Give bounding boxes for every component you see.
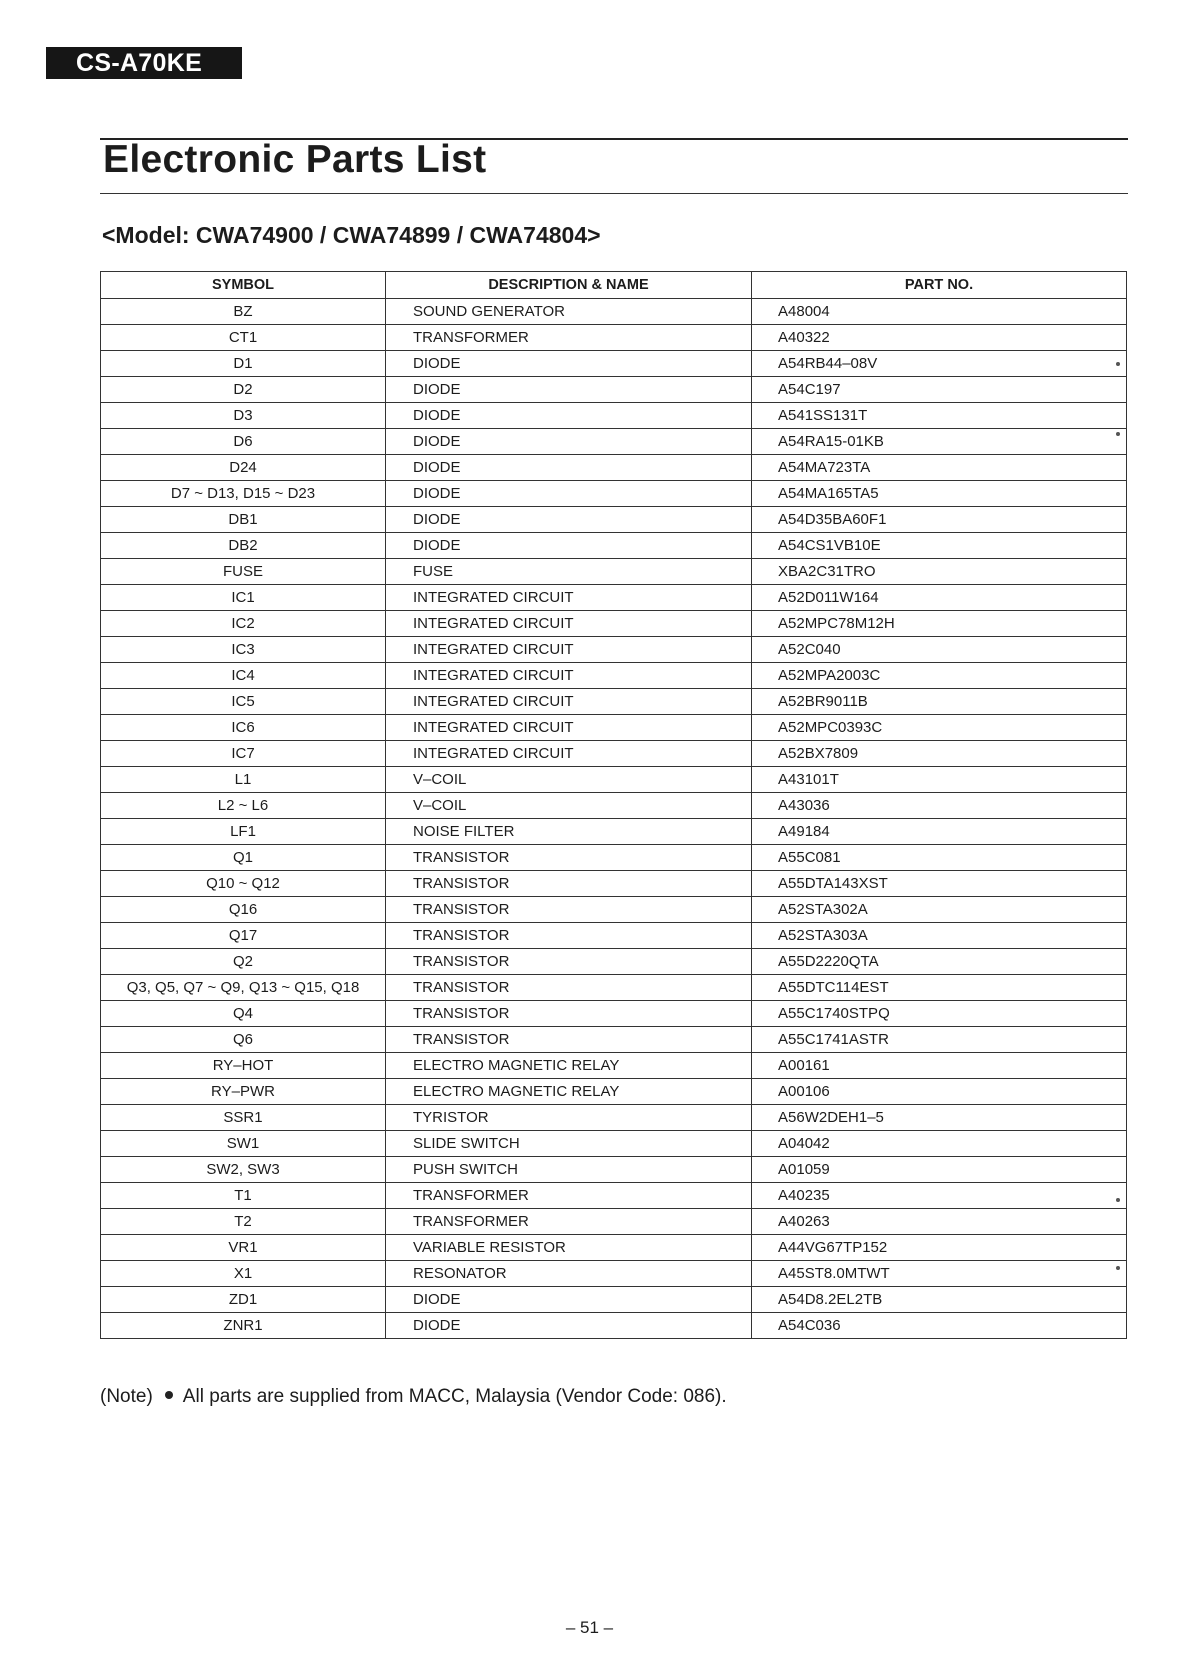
- symbol-cell: DB2: [101, 533, 386, 559]
- part-number-cell: A04042: [752, 1131, 1127, 1157]
- table-row: [101, 403, 1127, 429]
- part-number-cell: A52D011W164: [752, 585, 1127, 611]
- table-row: [101, 637, 1127, 663]
- symbol-cell: D2: [101, 377, 386, 403]
- table-row: [101, 585, 1127, 611]
- description-cell: TRANSISTOR: [386, 897, 752, 923]
- part-number-cell: A55C1740STPQ: [752, 1001, 1127, 1027]
- symbol-cell: ZNR1: [101, 1313, 386, 1339]
- part-number-cell: A54D35BA60F1: [752, 507, 1127, 533]
- description-cell: PUSH SWITCH: [386, 1157, 752, 1183]
- part-number-cell: A01059: [752, 1157, 1127, 1183]
- symbol-cell: D6: [101, 429, 386, 455]
- part-number-cell: A48004: [752, 299, 1127, 325]
- description-cell: INTEGRATED CIRCUIT: [386, 663, 752, 689]
- table-row: [101, 1053, 1127, 1079]
- symbol-cell: LF1: [101, 819, 386, 845]
- table-row: [101, 871, 1127, 897]
- description-cell: TRANSISTOR: [386, 845, 752, 871]
- table-row: [101, 689, 1127, 715]
- table-row: [101, 975, 1127, 1001]
- page-title: Electronic Parts List: [103, 138, 487, 181]
- table-row: [101, 1131, 1127, 1157]
- part-number-cell: A45ST8.0MTWT: [752, 1261, 1127, 1287]
- model-heading: <Model: CWA74900 / CWA74899 / CWA74804>: [102, 222, 601, 248]
- description-cell: DIODE: [386, 1287, 752, 1313]
- table-row: [101, 351, 1127, 377]
- part-number-cell: A55C081: [752, 845, 1127, 871]
- column-header-symbol: SYMBOL: [101, 272, 386, 299]
- description-cell: INTEGRATED CIRCUIT: [386, 585, 752, 611]
- column-header-description: DESCRIPTION & NAME: [386, 272, 752, 299]
- symbol-cell: Q17: [101, 923, 386, 949]
- symbol-cell: T2: [101, 1209, 386, 1235]
- symbol-cell: L1: [101, 767, 386, 793]
- note: [100, 1385, 727, 1409]
- part-number-cell: XBA2C31TRO: [752, 559, 1127, 585]
- description-cell: INTEGRATED CIRCUIT: [386, 689, 752, 715]
- symbol-cell: IC7: [101, 741, 386, 767]
- note-text: All parts are supplied from MACC, Malaysia (Vendor Code: 086).: [182, 1386, 727, 1407]
- column-header-part-no: PART NO.: [752, 272, 1127, 299]
- description-cell: TRANSFORMER: [386, 1209, 752, 1235]
- symbol-cell: IC2: [101, 611, 386, 637]
- description-cell: ELECTRO MAGNETIC RELAY: [386, 1053, 752, 1079]
- description-cell: INTEGRATED CIRCUIT: [386, 611, 752, 637]
- description-cell: ELECTRO MAGNETIC RELAY: [386, 1079, 752, 1105]
- part-number-cell: A54C197: [752, 377, 1127, 403]
- part-number-cell: A55DTC114EST: [752, 975, 1127, 1001]
- table-row: [101, 611, 1127, 637]
- description-cell: TRANSISTOR: [386, 871, 752, 897]
- description-cell: TRANSFORMER: [386, 325, 752, 351]
- symbol-cell: X1: [101, 1261, 386, 1287]
- part-number-cell: A55DTA143XST: [752, 871, 1127, 897]
- symbol-cell: CT1: [101, 325, 386, 351]
- description-cell: DIODE: [386, 533, 752, 559]
- description-cell: TRANSISTOR: [386, 949, 752, 975]
- part-number-cell: A52MPA2003C: [752, 663, 1127, 689]
- part-number-cell: A54MA723TA: [752, 455, 1127, 481]
- table-row: [101, 429, 1127, 455]
- symbol-cell: VR1: [101, 1235, 386, 1261]
- part-number-cell: A54RB44–08V: [752, 351, 1127, 377]
- page-number: – 51 –: [565, 1618, 614, 1637]
- part-number-cell: A52C040: [752, 637, 1127, 663]
- table-row: [101, 1105, 1127, 1131]
- scan-mark: [1116, 362, 1120, 366]
- symbol-cell: IC1: [101, 585, 386, 611]
- table-row: [101, 741, 1127, 767]
- part-number-cell: A54CS1VB10E: [752, 533, 1127, 559]
- scan-mark: [1116, 1266, 1120, 1270]
- description-cell: SLIDE SWITCH: [386, 1131, 752, 1157]
- table-row: [101, 1157, 1127, 1183]
- table-row: [101, 1183, 1127, 1209]
- table-row: [101, 559, 1127, 585]
- table-row: [101, 1287, 1127, 1313]
- table-row: [101, 1027, 1127, 1053]
- part-number-cell: A49184: [752, 819, 1127, 845]
- description-cell: TRANSISTOR: [386, 1027, 752, 1053]
- symbol-cell: IC4: [101, 663, 386, 689]
- table-row: [101, 1235, 1127, 1261]
- description-cell: TRANSISTOR: [386, 923, 752, 949]
- scan-mark: [1116, 432, 1120, 436]
- table-row: [101, 1079, 1127, 1105]
- table-header-row: [101, 272, 1127, 299]
- table-row: [101, 819, 1127, 845]
- description-cell: V–COIL: [386, 767, 752, 793]
- part-number-cell: A52STA303A: [752, 923, 1127, 949]
- description-cell: DIODE: [386, 377, 752, 403]
- table-row: [101, 1209, 1127, 1235]
- symbol-cell: DB1: [101, 507, 386, 533]
- table-row: [101, 325, 1127, 351]
- table-row: [101, 767, 1127, 793]
- part-number-cell: A43036: [752, 793, 1127, 819]
- table-row: [101, 845, 1127, 871]
- symbol-cell: D7 ~ D13, D15 ~ D23: [101, 481, 386, 507]
- symbol-cell: IC3: [101, 637, 386, 663]
- symbol-cell: BZ: [101, 299, 386, 325]
- description-cell: DIODE: [386, 1313, 752, 1339]
- part-number-cell: A52BR9011B: [752, 689, 1127, 715]
- table-row: [101, 793, 1127, 819]
- parts-table: [100, 271, 1127, 1339]
- symbol-cell: T1: [101, 1183, 386, 1209]
- bullet-icon: [165, 1391, 173, 1399]
- description-cell: VARIABLE RESISTOR: [386, 1235, 752, 1261]
- symbol-cell: L2 ~ L6: [101, 793, 386, 819]
- symbol-cell: Q2: [101, 949, 386, 975]
- description-cell: INTEGRATED CIRCUIT: [386, 637, 752, 663]
- description-cell: TRANSISTOR: [386, 1001, 752, 1027]
- symbol-cell: Q10 ~ Q12: [101, 871, 386, 897]
- part-number-cell: A40235: [752, 1183, 1127, 1209]
- part-number-cell: A56W2DEH1–5: [752, 1105, 1127, 1131]
- description-cell: DIODE: [386, 351, 752, 377]
- part-number-cell: A40322: [752, 325, 1127, 351]
- description-cell: TYRISTOR: [386, 1105, 752, 1131]
- symbol-cell: D1: [101, 351, 386, 377]
- table-row: [101, 1261, 1127, 1287]
- table-row: [101, 455, 1127, 481]
- symbol-cell: Q16: [101, 897, 386, 923]
- part-number-cell: A54D8.2EL2TB: [752, 1287, 1127, 1313]
- description-cell: SOUND GENERATOR: [386, 299, 752, 325]
- description-cell: DIODE: [386, 455, 752, 481]
- table-row: [101, 1001, 1127, 1027]
- description-cell: DIODE: [386, 429, 752, 455]
- description-cell: DIODE: [386, 507, 752, 533]
- part-number-cell: A52STA302A: [752, 897, 1127, 923]
- symbol-cell: IC5: [101, 689, 386, 715]
- table-row: [101, 715, 1127, 741]
- table-row: [101, 1313, 1127, 1339]
- symbol-cell: Q6: [101, 1027, 386, 1053]
- description-cell: RESONATOR: [386, 1261, 752, 1287]
- symbol-cell: RY–PWR: [101, 1079, 386, 1105]
- symbol-cell: RY–HOT: [101, 1053, 386, 1079]
- table-row: [101, 533, 1127, 559]
- part-number-cell: A541SS131T: [752, 403, 1127, 429]
- table-row: [101, 897, 1127, 923]
- part-number-cell: A43101T: [752, 767, 1127, 793]
- table-row: [101, 507, 1127, 533]
- symbol-cell: ZD1: [101, 1287, 386, 1313]
- table-row: [101, 663, 1127, 689]
- table-row: [101, 377, 1127, 403]
- description-cell: INTEGRATED CIRCUIT: [386, 741, 752, 767]
- table-row: [101, 481, 1127, 507]
- parts-table-body: [101, 299, 1127, 1339]
- description-cell: TRANSISTOR: [386, 975, 752, 1001]
- symbol-cell: Q3, Q5, Q7 ~ Q9, Q13 ~ Q15, Q18: [101, 975, 386, 1001]
- part-number-cell: A52BX7809: [752, 741, 1127, 767]
- part-number-cell: A52MPC78M12H: [752, 611, 1127, 637]
- symbol-cell: IC6: [101, 715, 386, 741]
- symbol-cell: Q4: [101, 1001, 386, 1027]
- symbol-cell: SW2, SW3: [101, 1157, 386, 1183]
- symbol-cell: D24: [101, 455, 386, 481]
- note-prefix: (Note): [100, 1386, 153, 1407]
- symbol-cell: D3: [101, 403, 386, 429]
- table-row: [101, 923, 1127, 949]
- model-badge: CS-A70KE: [46, 47, 242, 79]
- description-cell: DIODE: [386, 403, 752, 429]
- description-cell: NOISE FILTER: [386, 819, 752, 845]
- table-row: [101, 949, 1127, 975]
- part-number-cell: A54C036: [752, 1313, 1127, 1339]
- part-number-cell: A55D2220QTA: [752, 949, 1127, 975]
- scan-mark: [1116, 1198, 1120, 1202]
- description-cell: V–COIL: [386, 793, 752, 819]
- description-cell: DIODE: [386, 481, 752, 507]
- part-number-cell: A55C1741ASTR: [752, 1027, 1127, 1053]
- part-number-cell: A40263: [752, 1209, 1127, 1235]
- part-number-cell: A54RA15-01KB: [752, 429, 1127, 455]
- part-number-cell: A54MA165TA5: [752, 481, 1127, 507]
- table-row: [101, 299, 1127, 325]
- description-cell: INTEGRATED CIRCUIT: [386, 715, 752, 741]
- title-rule-bottom: [100, 193, 1128, 194]
- symbol-cell: FUSE: [101, 559, 386, 585]
- description-cell: FUSE: [386, 559, 752, 585]
- symbol-cell: SW1: [101, 1131, 386, 1157]
- part-number-cell: A00106: [752, 1079, 1127, 1105]
- symbol-cell: SSR1: [101, 1105, 386, 1131]
- symbol-cell: Q1: [101, 845, 386, 871]
- part-number-cell: A44VG67TP152: [752, 1235, 1127, 1261]
- part-number-cell: A00161: [752, 1053, 1127, 1079]
- part-number-cell: A52MPC0393C: [752, 715, 1127, 741]
- description-cell: TRANSFORMER: [386, 1183, 752, 1209]
